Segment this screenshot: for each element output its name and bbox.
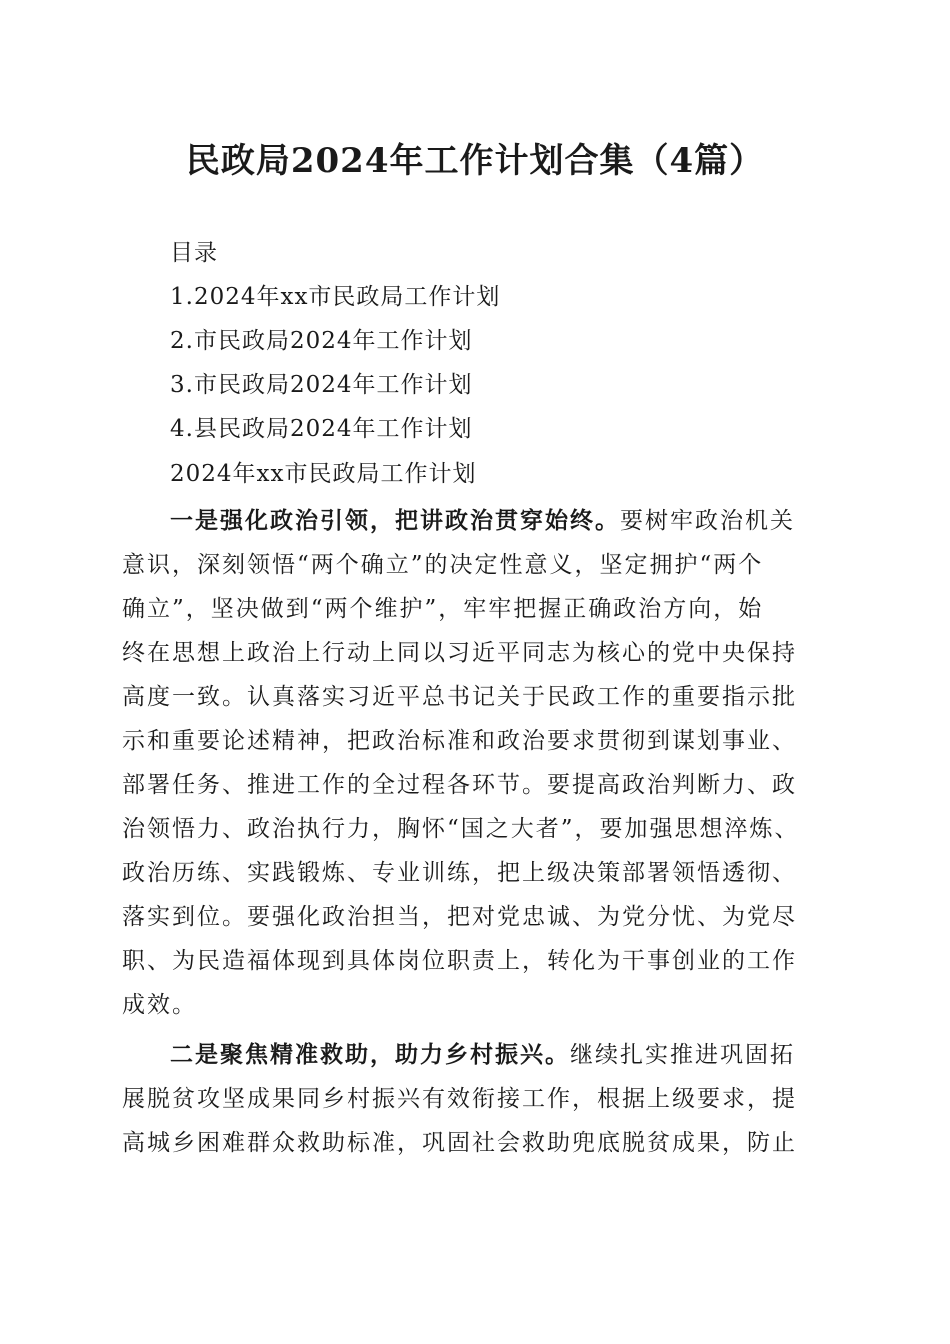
paragraph-1-line: 落实到位。要强化政治担当，把对党忠诚、为党分忧、为党尽 (122, 904, 797, 930)
paragraph-1-lead: 一是强化政治引领，把讲政治贯穿始终。 (170, 507, 620, 534)
paragraph-1-line: 高度一致。认真落实习近平总书记关于民政工作的重要指示批 (122, 684, 797, 710)
paragraph-1-line: 部署任务、推进工作的全过程各环节。要提高政治判断力、政 (122, 772, 797, 798)
paragraph-1-line: 示和重要论述精神，把政治标准和政治要求贯彻到谋划事业、 (122, 728, 797, 754)
paragraph-1-line: 职、为民造福体现到具体岗位职责上，转化为干事创业的工作 (122, 948, 797, 974)
paragraph-2-line: 高城乡困难群众救助标准，巩固社会救助兜底脱贫成果，防止 (122, 1130, 797, 1156)
paragraph-2-lead: 二是聚焦精准救助，助力乡村振兴。 (170, 1041, 570, 1068)
paragraph-1-line: 政治历练、实践锻炼、专业训练，把上级决策部署领悟透彻、 (122, 860, 797, 886)
paragraph-1-line: 确立”，坚决做到“两个维护”，牢牢把握正确政治方向，始 (122, 596, 764, 622)
toc-item-2: 2.市民政局2024年工作计划 (170, 328, 473, 354)
paragraph-1-line: 治领悟力、政治执行力，胸怀“国之大者”，要加强思想淬炼、 (122, 816, 800, 842)
section-title: 2024年xx市民政局工作计划 (170, 461, 477, 487)
paragraph-2-line: 展脱贫攻坚成果同乡村振兴有效衔接工作，根据上级要求，提 (122, 1086, 797, 1112)
paragraph-1-line: 成效。 (122, 992, 197, 1018)
paragraph-1-first-rest: 要树牢政治机关 (620, 508, 795, 534)
paragraph-2-first-line (170, 1039, 795, 1071)
toc-item-3: 3.市民政局2024年工作计划 (170, 372, 473, 398)
paragraph-1-line: 终在思想上政治上行动上同以习近平同志为核心的党中央保持 (122, 640, 797, 666)
toc-item-4: 4.县民政局2024年工作计划 (170, 416, 473, 442)
toc-item-1: 1.2024年xx市民政局工作计划 (170, 284, 501, 310)
paragraph-1-first-line (170, 505, 795, 537)
paragraph-1-line: 意识，深刻领悟“两个确立”的决定性意义，坚定拥护“两个 (122, 552, 764, 578)
document-title: 民政局2024年工作计划合集（4篇） (185, 141, 765, 181)
toc-heading: 目录 (170, 240, 218, 266)
paragraph-2-first-rest: 继续扎实推进巩固拓 (570, 1042, 795, 1068)
